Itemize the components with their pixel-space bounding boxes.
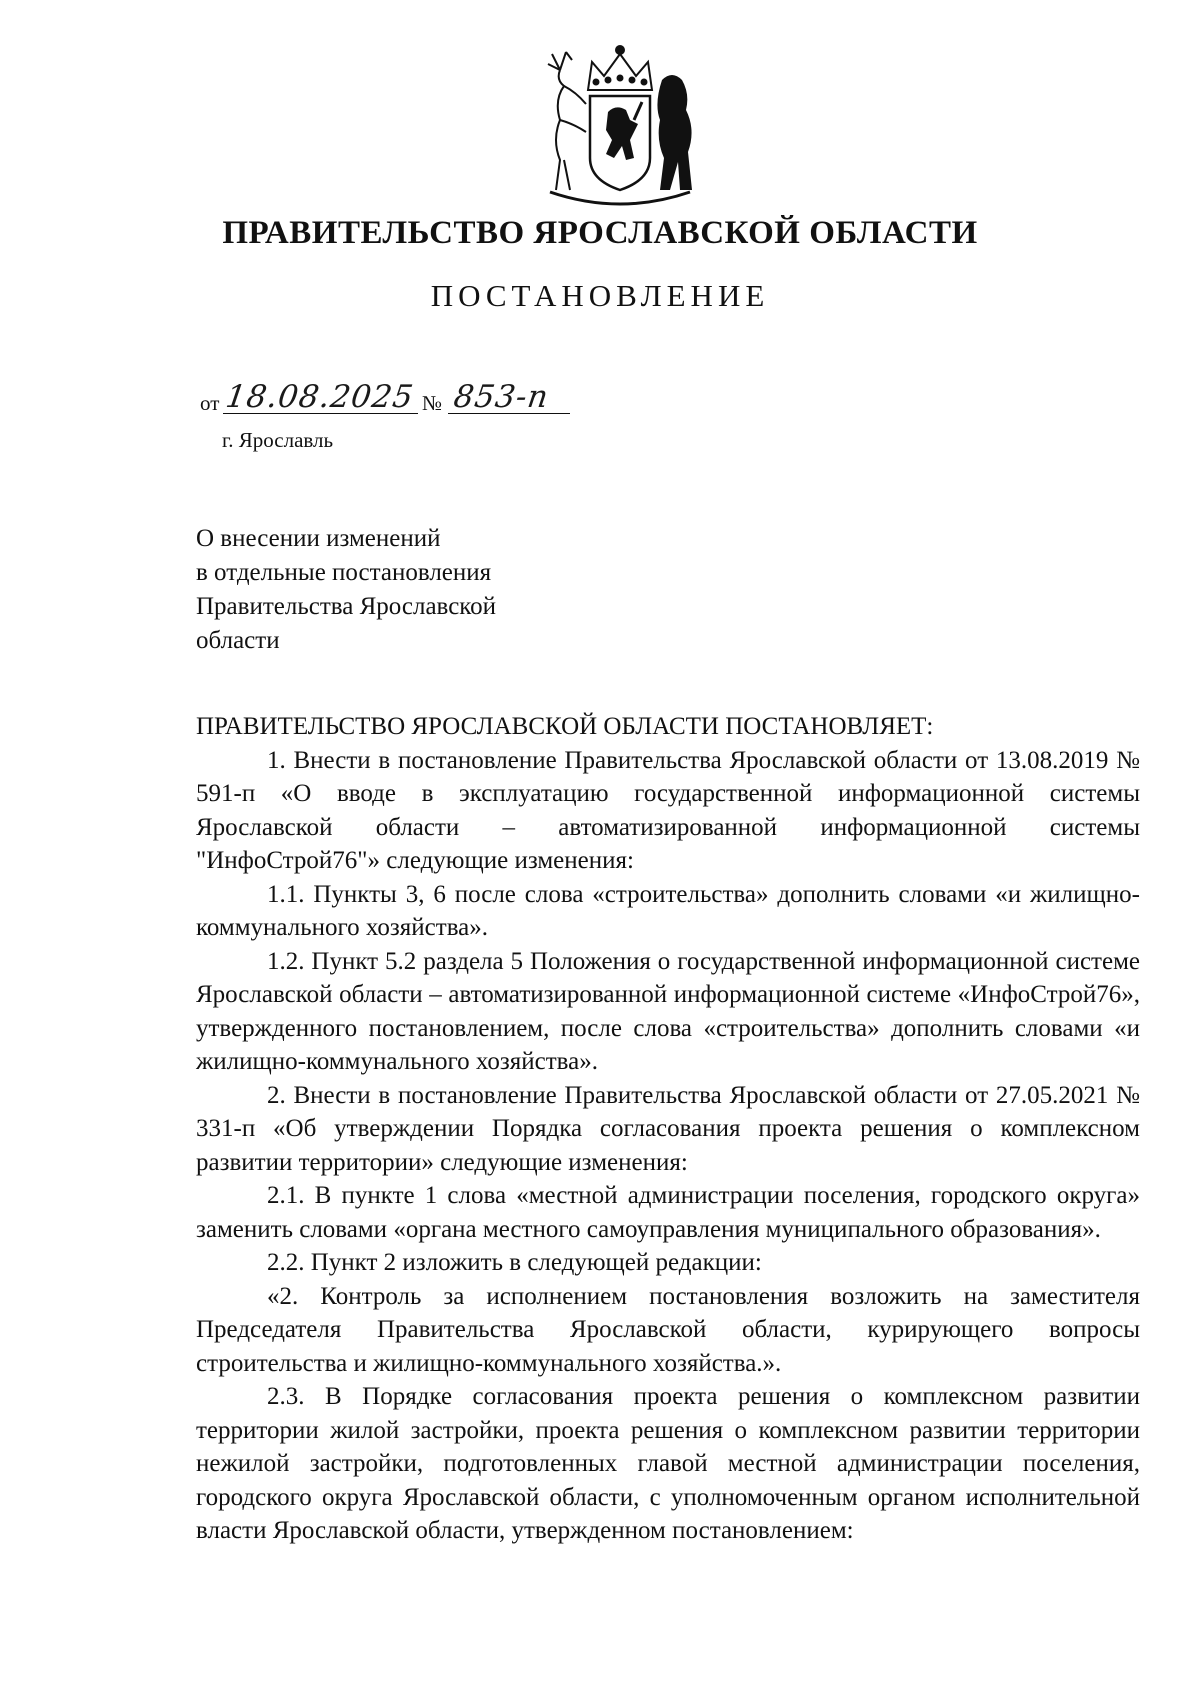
handwritten-number: 853-п xyxy=(451,379,552,415)
paragraph-2-2-quote: «2. Контроль за исполнением постановления возложить на заместителя Председателя Правительства Ярославской области, курирующего вопросы строительства и жилищно-коммунального хозяйства.». xyxy=(196,1282,1140,1377)
document-type: ПОСТАНОВЛЕНИЕ xyxy=(430,278,770,313)
paragraph-2-3: 2.3. В Порядке согласования проекта решения о комплексном развитии территории жилой застройки, проекта решения о комплексном развитии территории нежилой застройки, подготовленных главой местной администрации поселения, городского округа Ярославской области, с уполномоченным органом исполнительной власти Ярославской области, утвержденном постановлением: xyxy=(196,1383,1140,1544)
document-body xyxy=(196,710,1140,1548)
document-subject xyxy=(196,522,496,658)
city: г. Ярославль xyxy=(222,428,334,452)
paragraph-2-2: 2.2. Пункт 2 изложить в следующей редакции: xyxy=(267,1249,762,1276)
subject-line: в отдельные постановления xyxy=(196,559,492,586)
paragraph-1-1: 1.1. Пункты 3, 6 после слова «строительства» дополнить словами «и жилищно-коммунального хозяйства». xyxy=(196,880,1140,941)
subject-line: О внесении изменений xyxy=(196,525,441,552)
subject-line: Правительства Ярославской xyxy=(196,593,497,620)
coat-of-arms-icon xyxy=(530,40,710,210)
paragraph-2: 2. Внести в постановление Правительства Ярославской области от 27.05.2021 № 331-п «Об утверждении Порядка согласования проекта решения о комплексном развитии территории» следующие изменения: xyxy=(196,1081,1140,1176)
number-label: № xyxy=(422,391,443,415)
date-number-row xyxy=(200,379,620,422)
paragraph-1-2: 1.2. Пункт 5.2 раздела 5 Положения о государственной информационной системе Ярославской области – автоматизированной информационной системе «ИнфоСтрой76», утвержденного постановлением, после слова «строительства» дополнить словами «и жилищно-коммунального хозяйства». xyxy=(196,947,1140,1075)
paragraph-1: 1. Внести в постановление Правительства Ярославской области от 13.08.2019 № 591-п «О вводе в эксплуатацию государственной информационной системы Ярославской области – автоматизированной информационной системы "ИнфоСтрой76"» следующие изменения: xyxy=(196,746,1140,874)
handwritten-date: 18.08.2025 xyxy=(223,379,417,415)
paragraph-2-1: 2.1. В пункте 1 слова «местной администрации поселения, городского округа» заменить словами «органа местного самоуправления муниципального образования». xyxy=(196,1182,1140,1243)
government-title: ПРАВИТЕЛЬСТВО ЯРОСЛАВСКОЙ ОБЛАСТИ xyxy=(222,215,978,251)
date-label: от xyxy=(200,391,220,415)
resolution-lead: ПРАВИТЕЛЬСТВО ЯРОСЛАВСКОЙ ОБЛАСТИ ПОСТАНОВЛЯЕТ: xyxy=(196,713,934,740)
subject-line: области xyxy=(196,627,280,654)
